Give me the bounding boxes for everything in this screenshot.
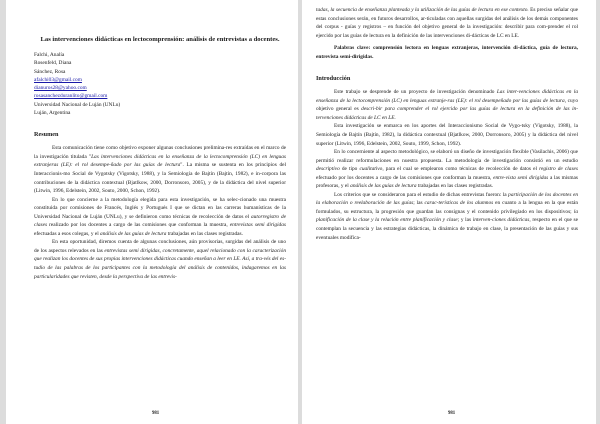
paragraph	[316, 148, 578, 191]
text-run: Esta comunicación tiene como objetivo exponer algunas conclusiones prelimina-res extraídas en el marco de la investigación titulada "	[34, 145, 286, 160]
right-page	[302, 0, 596, 424]
italic-text: entrevistas semi dirigidas	[229, 222, 286, 229]
author-name: Sánchez, Rosa	[34, 68, 66, 75]
abstract-body	[34, 144, 286, 281]
text-run: , para el cual se emplearon como técnicas de recolección de datos el	[382, 166, 540, 173]
italic-text: interven-ciones didácticas	[472, 217, 530, 224]
paragraph	[34, 238, 286, 281]
author-email-link[interactable]: rosasanchezduranlito@gmail.com	[34, 93, 108, 100]
italic-text: carac-terísticas de los alumnos	[424, 200, 494, 207]
introduction-heading: Introducción	[316, 75, 351, 83]
italic-text: descriptivo	[316, 166, 340, 173]
abstract-heading: Resumen	[34, 131, 59, 139]
text-run: Los criterios que se consideraron para el estudio de dichas entrevistas fueron: la	[334, 191, 509, 198]
text-run: ". La misma se sustenta en los principios del Interaccionis-mo Social de Vygotsky (Vigotsky, 1988), y la Semiología de Bajtín (Bajtín, 1982), e in-corpora las contribuciones de la didáctica contextual (Bjatlkow, 2000, Dorronsoro, 2005), y de la didáctica del nivel superior (Litwin, 1996, Edelstein, 2002, Souto, 2000, Schon, 1992).	[34, 162, 286, 195]
italic-text: participación de los docentes en la elaboración o reelaboración de las guías	[316, 191, 579, 207]
text-run: ; las	[413, 200, 425, 207]
italic-text: entre-vista semi dirigidas	[493, 174, 549, 181]
text-run: efectuadas a esos colegas, y el	[34, 230, 101, 237]
left-page	[6, 0, 298, 424]
paragraph	[316, 122, 578, 148]
italic-text: Las inter-venciones didácticas en la enseñanza de la lectocomprensión (LC) en lenguas extranje-ras (LE): el rol desempeñado por las guías de lectura	[316, 89, 578, 104]
italic-text: autorregistro de clases	[34, 213, 286, 229]
text-run: en cuanto a la lengua en la que están formulados, su estructura, la progresión que guardan las consignas y el contenido privilegiado en los dispositivos;	[316, 200, 578, 215]
keywords-label: Palabras clave:	[334, 45, 371, 52]
text-run: En esta oportunidad, diremos cuenta de algunas conclusiones, aún provisorias, surgidas del análisis de uno de los aspectos relevados en las	[34, 239, 286, 254]
page-number: 981	[448, 411, 456, 416]
text-run: realizado por los docentes a cargo de las comisiones que conforman la muestra,	[47, 222, 230, 229]
author-email-link[interactable]: dianuros28@yahoo.com	[34, 85, 87, 92]
paragraph	[316, 6, 578, 40]
text-run: efectuado por los docentes a cargo de las comisiones que conforman la muestra,	[316, 174, 494, 181]
italic-text: registro de clases	[539, 166, 578, 173]
text-run: Es preciso señalar que estas conclusiones serán, en futuros desarrollos, ar-ticuladas con aquellas surgidas del análisis de los demás componentes del corpus - guías y registros – en función del objetivo general de la investigación: describir para com-prender el rol ejercido por las guías de lectura en la definición de las intervenciones di-dácticas de LC en LE.	[316, 7, 578, 39]
paper-title: Las intervenciones didácticas en lectocomprensión: análisis de entrevistas a docentes.	[40, 36, 280, 43]
paragraph	[316, 88, 578, 122]
text-run: Esta investigación se enmarca en los aportes del Interaccionismo Social de Vygo-tsky (Vigotsky, 1988), la Semiología de Bajtín (Bajtín, 1982), la didáctica contextual (Bjatlkow, 2000, Dorronsoro, 2005) y la didáctica del nivel superior (Litwin, 1996, Edelstein, 2002, Souto, 1999, Schon, 1992).	[316, 123, 578, 147]
italic-text: descri-bir para comprender el rol ejercido por las guías de lectura en la definición de las in-tervenciones didácticas de LC en LE.	[316, 106, 579, 121]
italic-text: la planificación de la clase y la relación entre planificación y clase	[316, 208, 578, 224]
keywords-text: comprensión lectora en lenguas extranjeras, intervención di-dáctica, guía de lectura, entrevista semi-dirigidas.	[316, 45, 578, 60]
paragraph	[34, 196, 286, 239]
text-run: trabajadas en las clases registradas.	[416, 183, 494, 190]
author-email-link[interactable]: afalchi03@gmail.com	[34, 76, 82, 83]
text-run: a las mismas profesoras, y el	[316, 174, 578, 190]
author-name: Falchi, Analía	[34, 52, 65, 58]
paragraph	[34, 144, 286, 195]
text-run: trabajadas en las clases registradas.	[166, 230, 243, 237]
introduction-body	[316, 88, 578, 242]
italic-text: análisis de las guías de lectura	[350, 183, 417, 190]
text-run: , cuyo objetivo general es	[316, 97, 579, 113]
text-run: En lo concerniente al aspecto metodológico, se elaboró un diseño de investigación flexible (Vasilachis, 2006) que permitió realizar reformulaciones en nuestra propuesta. La metodología de investigación consistió en un estudio	[316, 149, 578, 164]
text-run: , respecto en el que se contemplan la secuencia y las estrategias didácticas, la dinámica de trabajo en clase, la presentación de las guías y sus eventuales modifica-	[316, 217, 578, 241]
italic-text: Las intervenciones didácticas en la enseñanza de la lectocomprensión (LC) en lenguas extranjeras (LE): el rol desempe-ñado por las guías de lectura	[34, 153, 286, 169]
text-run: de tipo	[339, 166, 360, 173]
italic-text: entrevistas semi dirigidas, concretamente, aquel relacionado con la caracterización que realizan los docentes de sus propias intervenciones didácticas cuando enseñan a leer en LE. Así, a tra-vés del es-tudio de las palabras de los participantes con la metodología del análisis de contenidos, indagaremos en las particularidades que revisten, desde la perspectiva de las entrevis-	[34, 247, 286, 280]
paragraph	[316, 191, 578, 242]
italic-text: análisis de las guías de lectura	[100, 230, 167, 237]
keywords-paragraph	[316, 44, 578, 61]
abstract-continuation	[316, 6, 578, 40]
page-number: 981	[152, 411, 160, 416]
affiliation-location: Luján, Argentina	[34, 110, 71, 117]
italic-text: cualitativo	[359, 166, 383, 173]
text-run: ; y las	[457, 217, 473, 224]
author-name: Rosenfeld, Diana	[34, 60, 72, 67]
text-run: Este trabajo se desprende de un proyecto de investigación denominado	[334, 89, 497, 96]
italic-text: tadas, la secuencia de enseñanza planteada y la utilización de las guías de lectura en ese contexto.	[316, 7, 529, 13]
text-run: En lo que concierne a la metodología elegida para esta investigación, se ha selec-cionado una muestra constituida por comisiones de Francés, Inglés y Portugués I que se dictan en las carreras humanísticas de la Universidad Nacional de Luján (UNLu), y se definieron como técnicas de recolección de datos el	[34, 196, 286, 220]
author-block	[34, 51, 286, 117]
affiliation: Universidad Nacional de Luján (UNLu)	[34, 101, 121, 108]
